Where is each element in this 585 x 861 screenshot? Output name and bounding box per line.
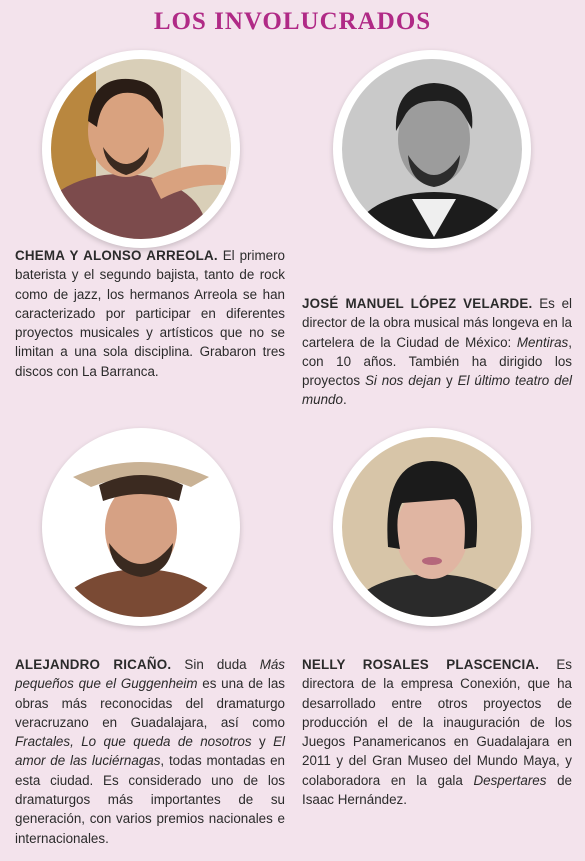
bio-work-title: Despertares <box>473 772 547 788</box>
bio-name: CHEMA Y ALONSO ARREOLA. <box>15 248 218 263</box>
bio-text: es una de las obras más reconocidas del dramaturgo veracruzano en Guadalajara, así como <box>15 676 285 730</box>
portrait-illustration <box>342 59 522 239</box>
bio-work-title: Si nos dejan <box>364 373 442 389</box>
bio-text: . <box>342 392 347 408</box>
photo-alejandro-ricano <box>42 428 240 626</box>
portrait-illustration <box>342 437 522 617</box>
bio-name: ALEJANDRO RICAÑO. <box>15 657 172 672</box>
bio-work-title: Fractales, Lo que queda de nosotros <box>15 734 252 750</box>
bio-text: y <box>441 373 458 389</box>
bio-text: y <box>251 734 274 750</box>
bio-text: , con 10 años. También ha dirigido los proyectos <box>302 334 572 389</box>
bio-text: Es directora de la empresa Conexión, que ha desarrollado entre otros proyectos de producción el de la inauguración de los Juegos Panamericanos en Guadalajara en 2011 y del Gran Museo del Mundo Maya, y colaboradora en la gala <box>302 657 572 788</box>
photo-chema-alonso-arreola <box>42 50 240 248</box>
bio-text: El primero baterista y el segundo bajista, tanto de rock como de jazz, los hermanos Arreola se han caracterizado por participar en diferentes proyectos musicales y artísticos que no se limitan a una sola disciplina. Grabaron tres discos con La Barranca. <box>15 248 285 379</box>
bio-work-title: Más pequeños que el Guggenheim <box>15 657 286 692</box>
bio-nelly-rosales-plascencia <box>302 655 572 809</box>
bio-text: , todas montadas en esta ciudad. Es considerado uno de los dramaturgos más importantes de su generación, con varios premios nacionales e internacionales. <box>15 753 286 846</box>
bio-text: de Isaac Hernández. <box>302 772 572 808</box>
bio-alejandro-ricano <box>15 655 285 848</box>
portrait-illustration <box>51 59 231 239</box>
bio-text: Sin duda <box>171 657 260 672</box>
bio-name: JOSÉ MANUEL LÓPEZ VELARDE. <box>302 296 533 311</box>
bio-text: Es el director de la obra musical más longeva en la cartelera de la Ciudad de México: <box>302 296 572 350</box>
bio-name: NELLY ROSALES PLASCENCIA. <box>302 657 540 672</box>
photo-nelly-rosales-plascencia <box>333 428 531 626</box>
bio-chema-alonso-arreola <box>15 246 285 381</box>
bio-work-title: El amor de las luciérnagas <box>15 734 285 769</box>
page-title: LOS INVOLUCRADOS <box>153 8 432 35</box>
bio-work-title: Mentiras <box>516 334 569 350</box>
bio-jose-manuel-lopez-velarde <box>302 294 572 410</box>
photo-jose-manuel-lopez-velarde <box>333 50 531 248</box>
portrait-illustration <box>51 437 231 617</box>
bio-work-title: El último teatro del mundo <box>302 373 573 408</box>
